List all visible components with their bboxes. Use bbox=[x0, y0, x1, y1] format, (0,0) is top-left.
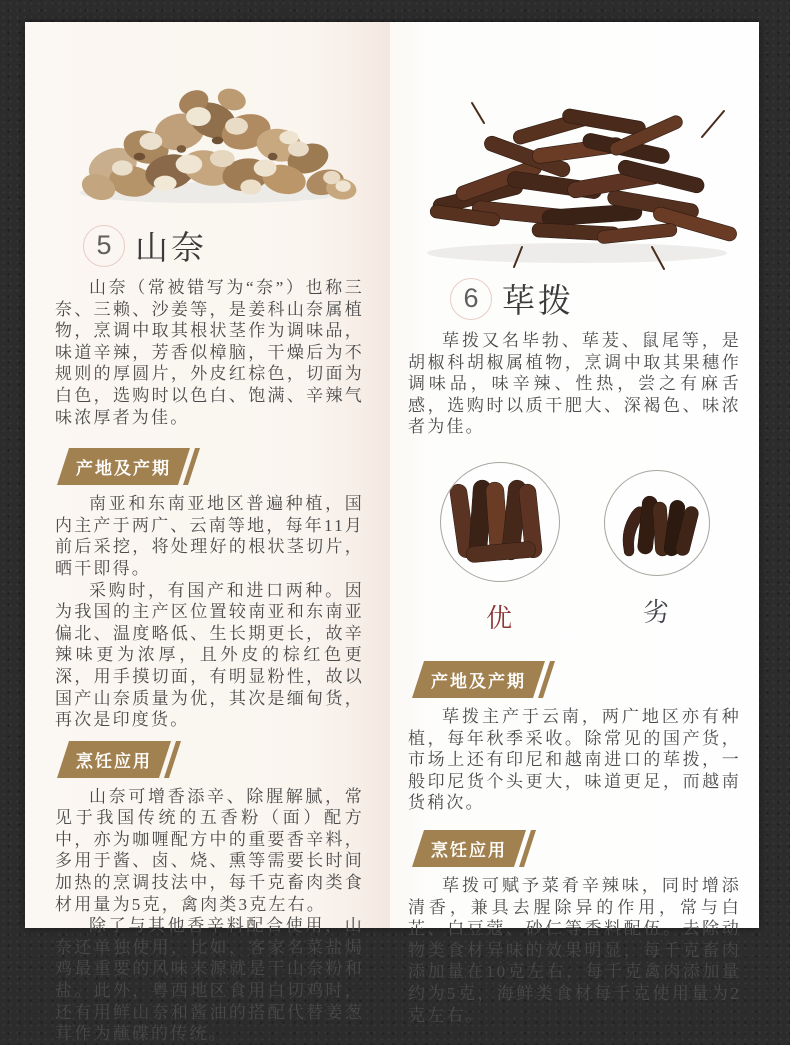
good-label: 优 bbox=[485, 602, 513, 633]
left-page-column bbox=[25, 22, 390, 1044]
intro-paragraph: 荜拨又名毕勃、荜茇、鼠尾等，是胡椒科胡椒属植物，烹调中取其果穗作调味品，味辛辣、性热，尝之有麻舌感，选购时以质干肥大、深褐色、味浓者为佳。 bbox=[408, 331, 741, 437]
quality-comparison bbox=[390, 462, 759, 635]
section-heading-bibo bbox=[450, 275, 759, 322]
good-sample-photo bbox=[446, 470, 554, 574]
book-page-spread bbox=[25, 22, 759, 1044]
origin-season-header-badge bbox=[57, 448, 200, 485]
intro-paragraph: 山奈（常被错写为“奈”）也称三奈、三赖、沙姜等，是姜科山奈属植物，烹调中取其根状茎作为调味品，味道辛辣，芳香似樟脑，干燥后为不规则的厚圆片，外皮红棕色，切面为白色，选购时以色白、饱满、辛辣气味浓厚者为佳。 bbox=[55, 278, 364, 427]
bad-sample bbox=[604, 470, 710, 629]
section-number-badge bbox=[450, 278, 492, 320]
section-number: 5 bbox=[96, 230, 112, 260]
origin-paragraph-1: 南亚和东南亚地区普遍种植，国内主产于两广、云南等地，每年11月前后采挖，将处理好的根状茎切片，晒干即得。 bbox=[55, 494, 364, 578]
bad-label: 劣 bbox=[642, 596, 670, 627]
page-title: 山奈 bbox=[135, 229, 207, 266]
origin-paragraph-2: 采购时，有国产和进口两种。因为我国的主产区位置较南亚和东南亚偏北、温度略低、生长期更长，故辛辣味更为浓厚，且外皮的棕红色更深，用手摸切面，有明显粉性，故以国产山奈质量为优，其次是缅甸货，再次是印度货。 bbox=[55, 580, 364, 730]
cooking-use-header-badge bbox=[57, 741, 181, 778]
cooking-use-header: 烹饪应用 bbox=[431, 840, 508, 860]
cooking-paragraph-2: 除了与其他香辛料配合使用，山奈还单独使用，比如，客家名菜盐焗鸡最重要的风味来源就是干山奈粉和盐。此外，粤西地区食用白切鸡时，还有用鲜山奈和酱油的搭配代替姜葱茸作为蘸碟的传统。 bbox=[55, 916, 364, 1044]
cooking-use-header: 烹饪应用 bbox=[76, 751, 153, 771]
origin-season-header: 产地及产期 bbox=[76, 459, 172, 479]
origin-season-header-badge bbox=[412, 661, 555, 698]
good-sample bbox=[440, 462, 560, 635]
cooking-use-header-badge bbox=[412, 830, 536, 867]
page-title: 荜拨 bbox=[502, 282, 574, 319]
cooking-paragraph-1: 荜拨可赋予菜肴辛辣味，同时增添清香，兼具去腥除异的作用，常与白芷、白豆蔻、砂仁等香料配伍。去除动物类食材异味的效果明显，每千克畜肉添加量在10克左右，每千克禽肉添加量约为5克，海鲜类食材每千克使用量为2克左右。 bbox=[408, 875, 741, 1025]
sand-ginger-photo bbox=[48, 50, 368, 208]
bad-sample-photo bbox=[610, 478, 704, 568]
section-number: 6 bbox=[463, 283, 479, 313]
long-pepper-photo bbox=[402, 77, 747, 275]
origin-paragraph-1: 荜拨主产于云南，两广地区亦有种植，每年秋季采收。除常见的国产货，市场上还有印尼和越南进口的荜拨，一般印尼货个头更大，味道更足，而越南货稍次。 bbox=[408, 706, 741, 813]
section-heading-shannai bbox=[83, 222, 390, 269]
right-page-column bbox=[390, 22, 759, 1025]
section-number-badge bbox=[83, 225, 125, 267]
cooking-paragraph-1: 山奈可增香添辛、除腥解腻，常见于我国传统的五香粉（面）配方中，亦为咖喱配方中的重要香辛料，多用于酱、卤、烧、熏等需要长时间加热的烹调技法中，每千克畜肉类食材用量为5克，禽肉类3克左右。 bbox=[55, 786, 364, 914]
origin-season-header: 产地及产期 bbox=[431, 671, 527, 691]
